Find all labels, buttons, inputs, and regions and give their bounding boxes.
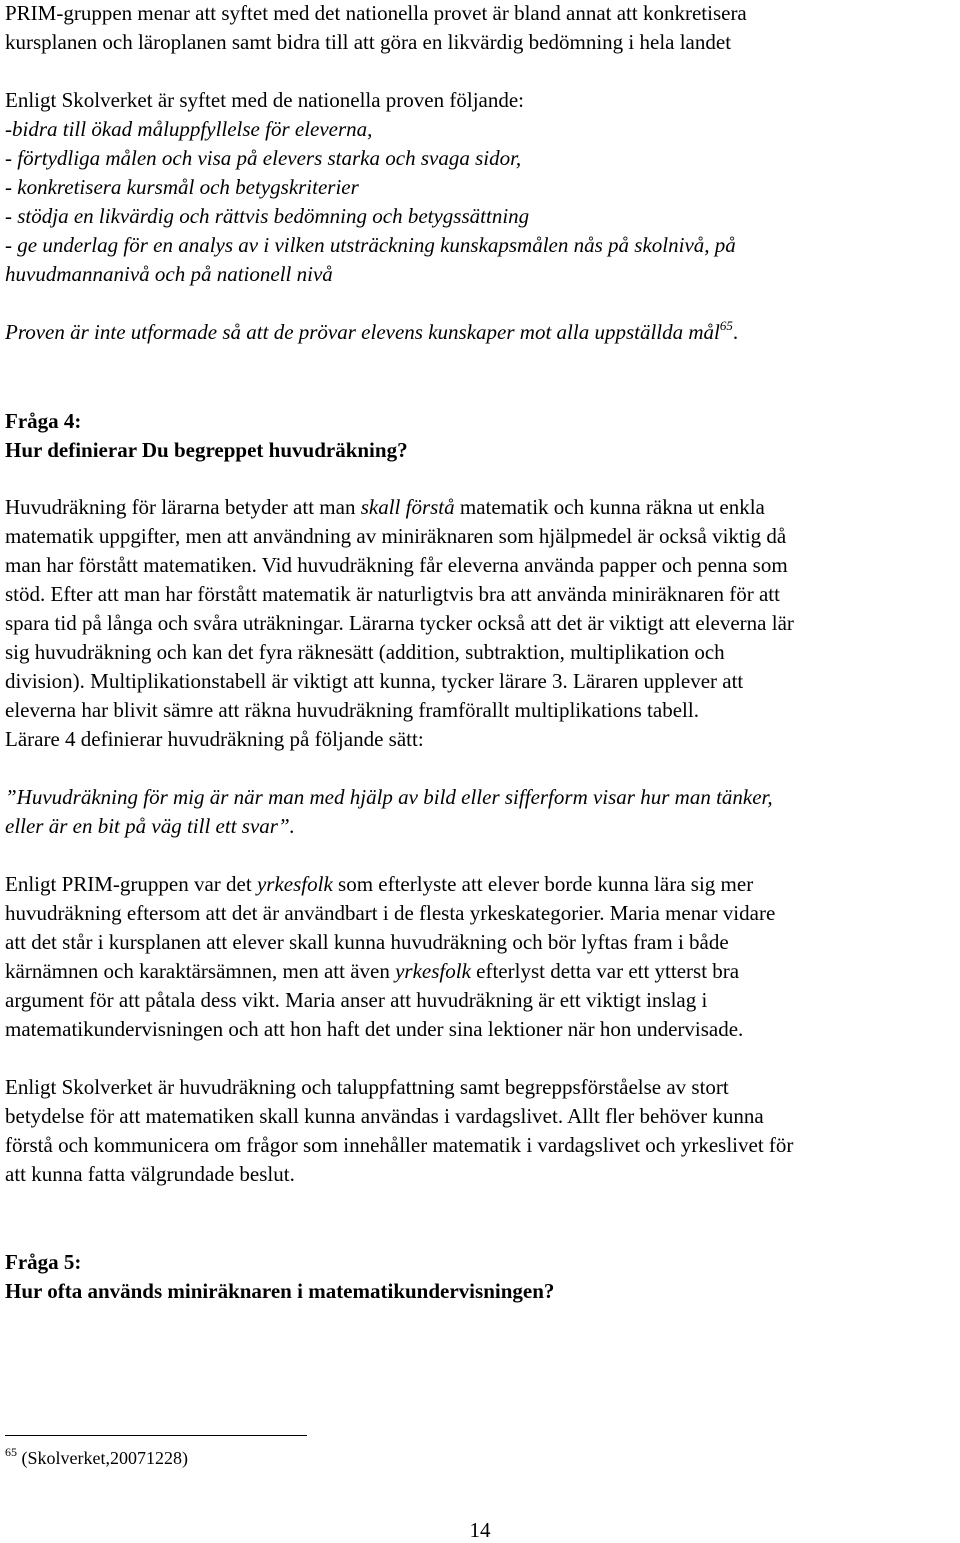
p2-line-1	[5, 874, 753, 895]
quote-line-2: eller är en bit på väg till ett svar”.	[5, 814, 295, 838]
p1-line-7: division). Multiplikationstabell är viktigt att kunna, tycker lärare 3. Läraren upplever att	[5, 669, 744, 693]
p3-line-1: Enligt Skolverket är huvudräkning och taluppfattning samt begreppsförståelse av stort	[5, 1075, 729, 1099]
p2-line-4-a: kärnämnen och karaktärsämnen, men att även	[5, 959, 396, 983]
question5-title: Hur ofta används miniräknaren i matematikundervisningen?	[5, 1279, 555, 1303]
p3-line-3: förstå och kommunicera om frågor som innehåller matematik i vardagslivet och yrkeslivet för	[5, 1133, 794, 1157]
aims-item-2: - förtydliga målen och visa på elevers starka och svaga sidor,	[5, 146, 522, 170]
aims-lead: Enligt Skolverket är syftet med de nationella proven följande:	[5, 88, 525, 112]
p1-line-4: stöd. Efter att man har förstått matematik är naturligtvis bra att använda miniräknaren för att	[5, 582, 780, 606]
p2-line-3: att det står i kursplanen att elever skall kunna huvudräkning och bör lyftas fram i både	[5, 930, 729, 954]
aims-item-1: -bidra till ökad måluppfyllelse för eleverna,	[5, 117, 373, 141]
p1-line-8: eleverna har blivit sämre att räkna huvudräkning framförallt multiplikations tabell.	[5, 698, 699, 722]
p2-line-2: huvudräkning eftersom att det är användbart i de flesta yrkeskategorier. Maria menar vidare	[5, 901, 776, 925]
aims-item-5: - ge underlag för en analys av i vilken utsträckning kunskapsmålen nås på skolnivå, på	[5, 233, 736, 257]
page-number: 14	[469, 1518, 491, 1542]
quote-line-1: ”Huvudräkning för mig är när man med hjälp av bild eller sifferform visar hur man tänker,	[5, 785, 773, 809]
p3-line-4: att kunna fatta välgrundade beslut.	[5, 1162, 295, 1186]
aims-item-6: huvudmannanivå och på nationell nivå	[5, 262, 333, 286]
p1-line-5: spara tid på långa och svåra uträkningar. Lärarna tycker också att det är viktigt att eleverna lär	[5, 611, 794, 635]
footnote-number: 65	[5, 1445, 17, 1459]
intro-line-1: PRIM-gruppen menar att syftet med det nationella provet är bland annat att konkretisera	[5, 1, 747, 25]
aims-note-text: Proven är inte utformade så att de prövar elevens kunskaper mot alla uppställda mål	[5, 320, 720, 344]
footnote-ref-65[interactable]: 65	[719, 318, 733, 333]
p2-line-1-emphasis: yrkesfolk	[256, 872, 333, 896]
aims-item-4: - stödja en likvärdig och rättvis bedömning och betygssättning	[5, 204, 530, 228]
p1-line-6: sig huvudräkning och kan det fyra räknesätt (addition, subtraktion, multiplikation och	[5, 640, 725, 664]
p1-line-1	[5, 497, 765, 518]
p1-line-1-b: matematik och kunna räkna ut enkla	[454, 495, 765, 519]
p1-line-9: Lärare 4 definierar huvudräkning på följande sätt:	[5, 727, 424, 751]
p1-line-1-emphasis: skall förstå	[360, 495, 455, 519]
p2-line-6: matematikundervisningen och att hon haft det under sina lektioner när hon undervisade.	[5, 1017, 744, 1041]
question5-label: Fråga 5:	[5, 1250, 82, 1274]
p2-line-4-emphasis: yrkesfolk	[395, 959, 471, 983]
p3-line-2: betydelse för att matematiken skall kunna användas i vardagslivet. Allt fler behöver kunna	[5, 1104, 764, 1128]
aims-note-period: .	[732, 320, 739, 344]
footnote-separator	[5, 1435, 307, 1436]
p1-line-2: matematik uppgifter, men att användning av miniräknaren som hjälpmedel är också viktig då	[5, 524, 787, 548]
question4-title: Hur definierar Du begreppet huvudräkning?	[5, 438, 408, 462]
intro-line-2: kursplanen och läroplanen samt bidra till att göra en likvärdig bedömning i hela landet	[5, 30, 732, 54]
aims-note	[5, 318, 739, 344]
p2-line-4-b: efterlyst detta var ett ytterst bra	[470, 959, 740, 983]
aims-item-3: - konkretisera kursmål och betygskriterier	[5, 175, 359, 199]
p2-line-5: argument för att påtala dess vikt. Maria anser att huvudräkning är ett viktigt inslag i	[5, 988, 708, 1012]
p1-line-3: man har förstått matematiken. Vid huvudräkning får eleverna använda papper och penna som	[5, 553, 788, 577]
footnote	[5, 1445, 188, 1468]
question4-label: Fråga 4:	[5, 409, 82, 433]
p2-line-1-b: som efterlyste att elever borde kunna lära sig mer	[332, 872, 754, 896]
p1-line-1-a: Huvudräkning för lärarna betyder att man	[5, 495, 361, 519]
p2-line-1-a: Enligt PRIM-gruppen var det	[5, 872, 257, 896]
p2-line-4	[5, 961, 739, 982]
footnote-text: (Skolverket,20071228)	[17, 1448, 188, 1468]
